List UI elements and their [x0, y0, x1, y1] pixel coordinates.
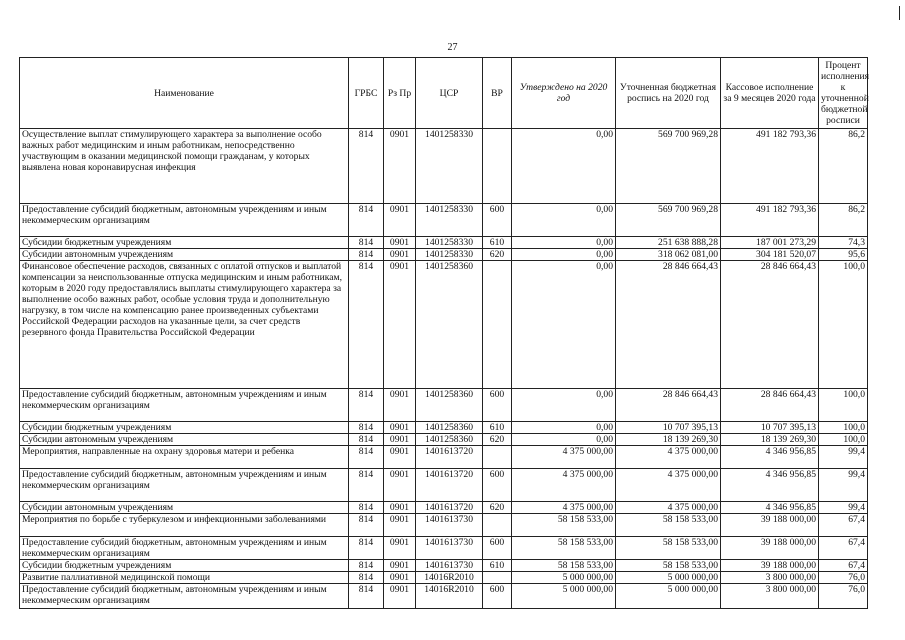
cell-csr: 1401613730	[416, 514, 483, 537]
cell-refined: 569 700 969,28	[616, 129, 721, 204]
table-row	[20, 422, 868, 434]
budget-table	[19, 57, 868, 609]
cell-approved: 5 000 000,00	[512, 584, 616, 609]
table-row	[20, 560, 868, 572]
cell-grbs: 814	[349, 560, 384, 572]
cell-grbs: 814	[349, 514, 384, 537]
cell-cash: 491 182 793,36	[721, 204, 819, 237]
cell-approved: 0,00	[512, 249, 616, 261]
cell-grbs: 814	[349, 584, 384, 609]
cell-cash: 491 182 793,36	[721, 129, 819, 204]
cell-grbs: 814	[349, 434, 384, 446]
cell-approved: 0,00	[512, 204, 616, 237]
cell-refined: 28 846 664,43	[616, 261, 721, 389]
cell-refined: 4 375 000,00	[616, 502, 721, 514]
table-row	[20, 434, 868, 446]
cell-name: Субсидии автономным учреждениям	[20, 502, 349, 514]
cell-name: Субсидии автономным учреждениям	[20, 434, 349, 446]
cell-refined: 58 158 533,00	[616, 560, 721, 572]
cell-rzpr: 0901	[384, 249, 416, 261]
cell-vr: 610	[483, 237, 512, 249]
cell-csr: 1401258330	[416, 237, 483, 249]
cell-csr: 1401613720	[416, 469, 483, 502]
cell-grbs: 814	[349, 237, 384, 249]
table-row	[20, 446, 868, 469]
cell-csr: 1401258360	[416, 261, 483, 389]
cell-rzpr: 0901	[384, 514, 416, 537]
cell-percent: 99,4	[819, 469, 868, 502]
cell-approved: 0,00	[512, 422, 616, 434]
header-name: Наименование	[20, 58, 349, 129]
cell-cash: 10 707 395,13	[721, 422, 819, 434]
cell-csr: 1401613720	[416, 446, 483, 469]
cell-approved: 58 158 533,00	[512, 514, 616, 537]
cell-name: Осуществление выплат стимулирующего характера за выполнение особо важных работ медицинским и иным работникам, непосредственно участвующим в оказании медицинской помощи гражданам, у которых выявлена новая коронавирусная инфекция	[20, 129, 349, 204]
cell-approved: 0,00	[512, 434, 616, 446]
cell-grbs: 814	[349, 572, 384, 584]
cell-csr: 1401258360	[416, 434, 483, 446]
cell-csr: 1401613730	[416, 560, 483, 572]
cell-rzpr: 0901	[384, 389, 416, 422]
table-row	[20, 469, 868, 502]
cell-approved: 0,00	[512, 389, 616, 422]
cell-approved: 58 158 533,00	[512, 537, 616, 560]
cell-grbs: 814	[349, 249, 384, 261]
cell-refined: 5 000 000,00	[616, 572, 721, 584]
header-percent: Процент исполнения к уточненной бюджетной росписи	[819, 58, 868, 129]
cell-percent: 67,4	[819, 560, 868, 572]
cell-refined: 318 062 081,00	[616, 249, 721, 261]
header-vr: ВР	[483, 58, 512, 129]
cell-csr: 1401258330	[416, 129, 483, 204]
cell-refined: 4 375 000,00	[616, 469, 721, 502]
cell-cash: 28 846 664,43	[721, 261, 819, 389]
cell-name: Предоставление субсидий бюджетным, автономным учреждениям и иным некоммерческим организациям	[20, 537, 349, 560]
cell-cash: 39 188 000,00	[721, 514, 819, 537]
cell-name: Субсидии бюджетным учреждениям	[20, 422, 349, 434]
cell-percent: 99,4	[819, 446, 868, 469]
cell-cash: 28 846 664,43	[721, 389, 819, 422]
cell-csr: 14016R2010	[416, 572, 483, 584]
cell-rzpr: 0901	[384, 469, 416, 502]
cell-percent: 99,4	[819, 502, 868, 514]
cell-percent: 86,2	[819, 204, 868, 237]
header-refined: Уточненная бюджетная роспись на 2020 год	[616, 58, 721, 129]
cell-percent: 76,0	[819, 572, 868, 584]
cell-vr: 600	[483, 469, 512, 502]
table-row	[20, 584, 868, 609]
table-row	[20, 261, 868, 389]
cell-csr: 1401613730	[416, 537, 483, 560]
cell-name: Развитие паллиативной медицинской помощи	[20, 572, 349, 584]
cell-name: Мероприятия, направленные на охрану здоровья матери и ребенка	[20, 446, 349, 469]
cell-vr: 600	[483, 389, 512, 422]
cell-rzpr: 0901	[384, 422, 416, 434]
cell-vr	[483, 446, 512, 469]
cell-refined: 569 700 969,28	[616, 204, 721, 237]
cell-refined: 5 000 000,00	[616, 584, 721, 609]
cell-approved: 0,00	[512, 237, 616, 249]
header-cash: Кассовое исполнение за 9 месяцев 2020 года	[721, 58, 819, 129]
cell-cash: 3 800 000,00	[721, 572, 819, 584]
table-header-row	[20, 58, 868, 129]
cell-cash: 4 346 956,85	[721, 502, 819, 514]
cell-refined: 58 158 533,00	[616, 537, 721, 560]
cell-refined: 18 139 269,30	[616, 434, 721, 446]
cell-percent: 100,0	[819, 389, 868, 422]
cell-cash: 18 139 269,30	[721, 434, 819, 446]
table-row	[20, 572, 868, 584]
cell-vr: 610	[483, 560, 512, 572]
table-row	[20, 204, 868, 237]
cell-approved: 0,00	[512, 129, 616, 204]
cell-approved: 0,00	[512, 261, 616, 389]
cell-grbs: 814	[349, 261, 384, 389]
cell-csr: 14016R2010	[416, 584, 483, 609]
cell-vr: 620	[483, 434, 512, 446]
cell-approved: 58 158 533,00	[512, 560, 616, 572]
cell-name: Субсидии бюджетным учреждениям	[20, 237, 349, 249]
cell-percent: 100,0	[819, 422, 868, 434]
header-csr: ЦСР	[416, 58, 483, 129]
cell-refined: 58 158 533,00	[616, 514, 721, 537]
cell-grbs: 814	[349, 389, 384, 422]
table-row	[20, 249, 868, 261]
cell-percent: 76,0	[819, 584, 868, 609]
table-row	[20, 537, 868, 560]
cell-csr: 1401258360	[416, 389, 483, 422]
cell-percent: 67,4	[819, 537, 868, 560]
header-rzpr: Рз Пр	[384, 58, 416, 129]
cell-rzpr: 0901	[384, 237, 416, 249]
cell-approved: 4 375 000,00	[512, 502, 616, 514]
cell-vr: 620	[483, 502, 512, 514]
cell-name: Субсидии автономным учреждениям	[20, 249, 349, 261]
cell-percent: 100,0	[819, 434, 868, 446]
cell-percent: 86,2	[819, 129, 868, 204]
cell-name: Субсидии бюджетным учреждениям	[20, 560, 349, 572]
cell-refined: 10 707 395,13	[616, 422, 721, 434]
cell-csr: 1401258330	[416, 249, 483, 261]
cell-grbs: 814	[349, 129, 384, 204]
cell-cash: 187 001 273,29	[721, 237, 819, 249]
cell-vr: 610	[483, 422, 512, 434]
cell-vr	[483, 129, 512, 204]
cell-rzpr: 0901	[384, 204, 416, 237]
cell-approved: 4 375 000,00	[512, 446, 616, 469]
cell-refined: 251 638 888,28	[616, 237, 721, 249]
cell-vr: 600	[483, 204, 512, 237]
cell-cash: 3 800 000,00	[721, 584, 819, 609]
cell-refined: 4 375 000,00	[616, 446, 721, 469]
cell-grbs: 814	[349, 446, 384, 469]
cell-cash: 39 188 000,00	[721, 560, 819, 572]
cell-vr	[483, 261, 512, 389]
cell-rzpr: 0901	[384, 434, 416, 446]
cell-rzpr: 0901	[384, 261, 416, 389]
cell-vr: 600	[483, 537, 512, 560]
cell-rzpr: 0901	[384, 129, 416, 204]
cell-rzpr: 0901	[384, 537, 416, 560]
header-grbs: ГРБС	[349, 58, 384, 129]
cell-refined: 28 846 664,43	[616, 389, 721, 422]
table-row	[20, 389, 868, 422]
cell-cash: 304 181 520,07	[721, 249, 819, 261]
cell-grbs: 814	[349, 502, 384, 514]
cell-cash: 4 346 956,85	[721, 469, 819, 502]
cell-vr	[483, 514, 512, 537]
cell-grbs: 814	[349, 204, 384, 237]
cell-rzpr: 0901	[384, 502, 416, 514]
cell-grbs: 814	[349, 469, 384, 502]
cell-csr: 1401258360	[416, 422, 483, 434]
corner-mark	[899, 6, 900, 20]
header-approved: Утверждено на 2020 год	[512, 58, 616, 129]
table-row	[20, 129, 868, 204]
cell-vr: 620	[483, 249, 512, 261]
cell-csr: 1401613720	[416, 502, 483, 514]
table-row	[20, 502, 868, 514]
cell-cash: 4 346 956,85	[721, 446, 819, 469]
cell-rzpr: 0901	[384, 572, 416, 584]
cell-name: Финансовое обеспечение расходов, связанных с оплатой отпусков и выплатой компенсации за неиспользованные отпуска медицинским и иным работникам, которым в 2020 году предоставлялись выплаты стимулирующего характера за выполнение особо важных работ, особые условия труда и дополнительную нагрузку, в том числе на компенсацию ранее произведенных субъектами Российской Федерации расходов на указанные цели, за счет средств резервного фонда Правительства Российской Федерации	[20, 261, 349, 389]
cell-cash: 39 188 000,00	[721, 537, 819, 560]
cell-vr	[483, 572, 512, 584]
cell-percent: 100,0	[819, 261, 868, 389]
cell-name: Предоставление субсидий бюджетным, автономным учреждениям и иным некоммерческим организациям	[20, 584, 349, 609]
cell-name: Предоставление субсидий бюджетным, автономным учреждениям и иным некоммерческим организациям	[20, 389, 349, 422]
page-number: 27	[447, 42, 458, 53]
table-row	[20, 514, 868, 537]
cell-percent: 95,6	[819, 249, 868, 261]
cell-csr: 1401258330	[416, 204, 483, 237]
cell-rzpr: 0901	[384, 446, 416, 469]
cell-vr: 600	[483, 584, 512, 609]
cell-approved: 5 000 000,00	[512, 572, 616, 584]
cell-rzpr: 0901	[384, 560, 416, 572]
table-row	[20, 237, 868, 249]
cell-name: Мероприятия по борьбе с туберкулезом и инфекционными заболеваниями	[20, 514, 349, 537]
cell-grbs: 814	[349, 537, 384, 560]
cell-name: Предоставление субсидий бюджетным, автономным учреждениям и иным некоммерческим организациям	[20, 204, 349, 237]
cell-percent: 74,3	[819, 237, 868, 249]
cell-name: Предоставление субсидий бюджетным, автономным учреждениям и иным некоммерческим организациям	[20, 469, 349, 502]
cell-grbs: 814	[349, 422, 384, 434]
cell-rzpr: 0901	[384, 584, 416, 609]
cell-approved: 4 375 000,00	[512, 469, 616, 502]
cell-percent: 67,4	[819, 514, 868, 537]
